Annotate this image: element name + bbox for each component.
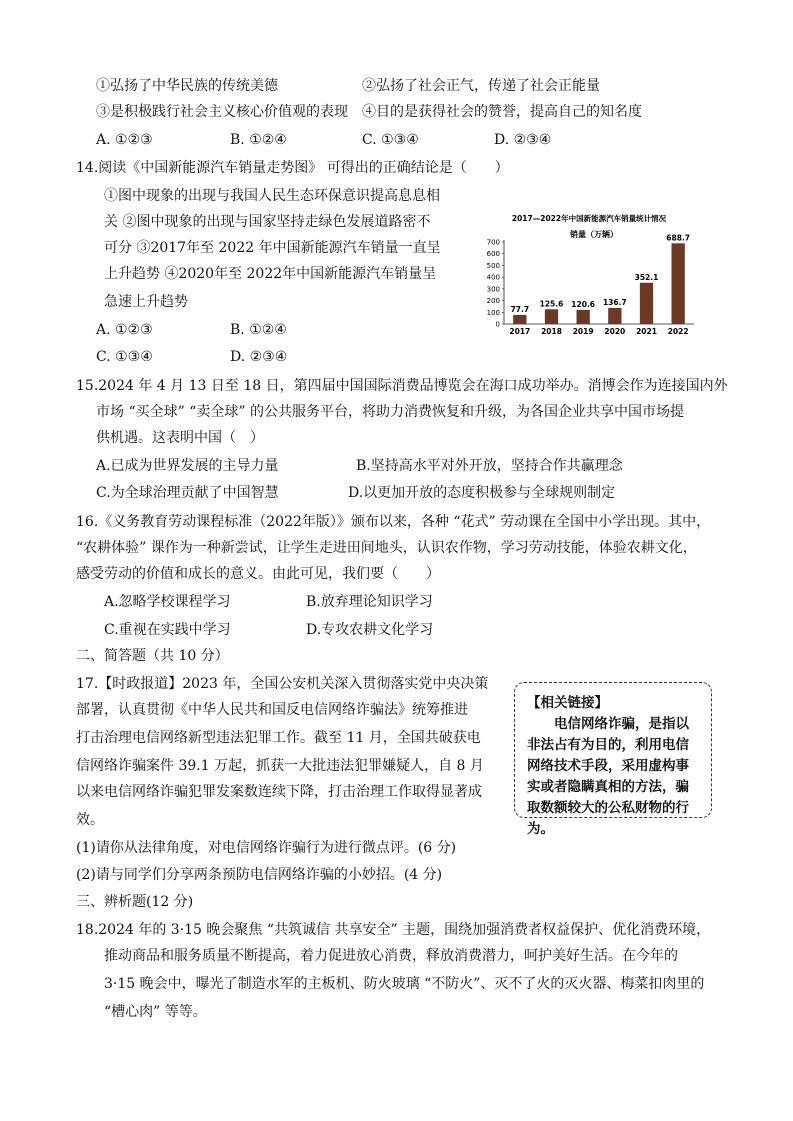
q17-line-5: 以来电信网络诈骗犯罪发案数连续下降，打击治理工作取得显著成 <box>76 784 482 800</box>
y-tick-label: 100 <box>486 308 500 317</box>
bar-2018 <box>545 309 558 324</box>
chart-title: 2017—2022年中国新能源汽车销量统计情况 <box>511 214 667 223</box>
q17-line-4: 信网络诈骗案件 39.1 万起，抓获一大批违法犯罪嫌疑人，自 8 月 <box>76 758 484 774</box>
bar-2019 <box>577 310 590 324</box>
q14-line-2: 关 ②图中现象的出现与国家坚持走绿色发展道路密不 <box>104 214 431 230</box>
x-tick-label: 2022 <box>667 327 689 336</box>
y-tick-label: 500 <box>486 261 500 270</box>
bar-value-label: 136.7 <box>602 297 627 307</box>
related-link-box <box>514 682 712 837</box>
x-tick-label: 2021 <box>636 327 657 336</box>
section-3-heading: 三、辨析题(12 分) <box>76 894 194 910</box>
q17-line-6: 效。 <box>76 812 104 828</box>
q16-choice-b: B.放弃理论知识学习 <box>306 594 433 610</box>
q13-option-1: ①弘扬了中华民族的传统美德 <box>96 78 278 94</box>
q14-choice-c: C. ①③④ <box>96 349 153 365</box>
q15-choice-d: D.以更加开放的态度积极参与全球规则制定 <box>348 485 616 501</box>
related-link-body: 电信网络诈骗，是指以非法占有为目的，利用电信网络技术手段，采用虚构事实或者隐瞒真相的方法，骗取数额较大的公私财物的行为。 <box>527 716 689 837</box>
y-tick-label: 600 <box>486 250 500 259</box>
q18-line-4: “槽心肉” 等等。 <box>104 1004 207 1020</box>
bar-2021 <box>640 283 653 324</box>
bar-value-label: 352.1 <box>634 272 659 282</box>
q17-line-3: 打击治理电信网络新型违法犯罪工作。截至 11 月，全国共破获电 <box>76 730 481 746</box>
q15-line-3: 供机遇。这表明中国（ ） <box>96 430 264 446</box>
x-tick-label: 2020 <box>604 327 626 336</box>
q13-choice-c: C. ①③④ <box>362 132 419 148</box>
q13-choice-a: A. ①②③ <box>96 132 153 148</box>
q16-line-1: 16.《义务教育劳动课程标准（2022年版）》颁布以来，各种 “花式” 劳动课在全国中小学出现。其中， <box>76 514 711 530</box>
q14-choice-d: D. ②③④ <box>230 349 288 365</box>
q15-line-2: 市场 “买全球” “卖全球” 的公共服务平台，将助力消费恢复和升级，为各国企业共享中国市场提 <box>96 404 684 420</box>
y-tick-label: 400 <box>486 273 500 282</box>
q16-choice-a: A.忽略学校课程学习 <box>104 594 231 610</box>
section-2-heading: 二、简答题（共 10 分） <box>76 648 229 664</box>
q17-line-2: 部署，认真贯彻《中华人民共和国反电信网络诈骗法》统筹推进 <box>76 702 468 718</box>
q14-stem: 14.阅读《中国新能源汽车销量走势图》 可得出的正确结论是（ ） <box>76 160 509 176</box>
q14-line-1: ①图中现象的出现与我国人民生态环保意识提高息息相 <box>104 188 440 204</box>
bar-value-label: 77.7 <box>510 304 530 314</box>
y-tick-label: 200 <box>486 297 500 306</box>
q13-choice-b: B. ①②④ <box>230 132 287 148</box>
q14-line-3: 可分 ③2017年至 2022 年中国新能源汽车销量一直呈 <box>104 240 441 256</box>
q17-sub-1: (1)请你从法律角度，对电信网络诈骗行为进行微点评。(6 分) <box>76 840 457 856</box>
bar-value-label: 688.7 <box>666 233 691 243</box>
q14-line-4: 上升趋势 ④2020年至 2022年中国新能源汽车销量呈 <box>104 266 437 282</box>
q18-line-3: 3·15 晚会中，曝光了制造水军的主板机、防火玻璃 “不防火”、灭不了火的灭火器、梅菜扣肉里的 <box>104 976 705 992</box>
q15-choice-a: A.已成为世界发展的主导力量 <box>96 458 279 474</box>
q16-line-2: “农耕体验” 课作为一种新尝试，让学生走进田间地头，认识农作物，学习劳动技能，体验农耕文化， <box>76 540 697 556</box>
q16-choice-d: D.专攻农耕文化学习 <box>306 622 434 638</box>
y-tick-label: 300 <box>486 285 500 294</box>
y-tick-label: 0 <box>495 320 500 329</box>
q13-option-4: ④目的是获得社会的赞誉，提高自己的知名度 <box>362 104 642 120</box>
q14-line-5: 急速上升趋势 <box>104 294 188 310</box>
x-tick-label: 2019 <box>572 327 594 336</box>
q13-option-2: ②弘扬了社会正气，传递了社会正能量 <box>362 78 600 94</box>
q15-choice-b: B.坚持高水平对外开放，坚持合作共赢理念 <box>356 458 623 474</box>
sales-bar-chart <box>478 212 700 340</box>
q16-line-3: 感受劳动的价值和成长的意义。由此可见，我们要（ ） <box>76 566 440 582</box>
x-tick-label: 2017 <box>509 327 531 336</box>
q13-choice-d: D. ②③④ <box>494 132 552 148</box>
bar-2022 <box>672 243 685 324</box>
q13-option-3: ③是积极践行社会主义核心价值观的表现 <box>96 104 348 120</box>
bar-value-label: 125.6 <box>539 299 564 309</box>
q15-line-1: 15.2024 年 4 月 13 日至 18 日，第四届中国国际消费品博览会在海口成功举办。消博会作为连接国内外 <box>76 378 728 394</box>
y-tick-label: 700 <box>486 238 500 247</box>
q14-choice-a: A. ①②③ <box>96 322 153 338</box>
q17-sub-2: (2)请与同学们分享两条预防电信网络诈骗的小妙招。(4 分) <box>76 867 443 883</box>
q16-choice-c: C.重视在实践中学习 <box>104 622 231 638</box>
q14-choice-b: B. ①②④ <box>230 322 287 338</box>
q15-choice-c: C.为全球治理贡献了中国智慧 <box>96 485 279 501</box>
x-tick-label: 2018 <box>541 327 562 336</box>
q17-line-1: 17.【时政报道】2023 年，全国公安机关深入贯彻落实党中央决策 <box>76 676 489 692</box>
q18-line-2: 推动商品和服务质量不断提高，着力促进放心消费，释放消费潜力，呵护美好生活。在今年的 <box>104 948 678 964</box>
bar-2017 <box>513 315 526 324</box>
bar-value-label: 120.6 <box>571 299 596 309</box>
related-link-title: 【相关链接】 <box>527 695 608 711</box>
q18-line-1: 18.2024 年的 3·15 晚会聚焦 “共筑诚信 共享安全” 主题，围绕加强消费者权益保护、优化消费环境， <box>76 922 711 938</box>
chart-ylabel: 销量（万辆） <box>570 230 618 239</box>
bar-2020 <box>608 308 621 324</box>
